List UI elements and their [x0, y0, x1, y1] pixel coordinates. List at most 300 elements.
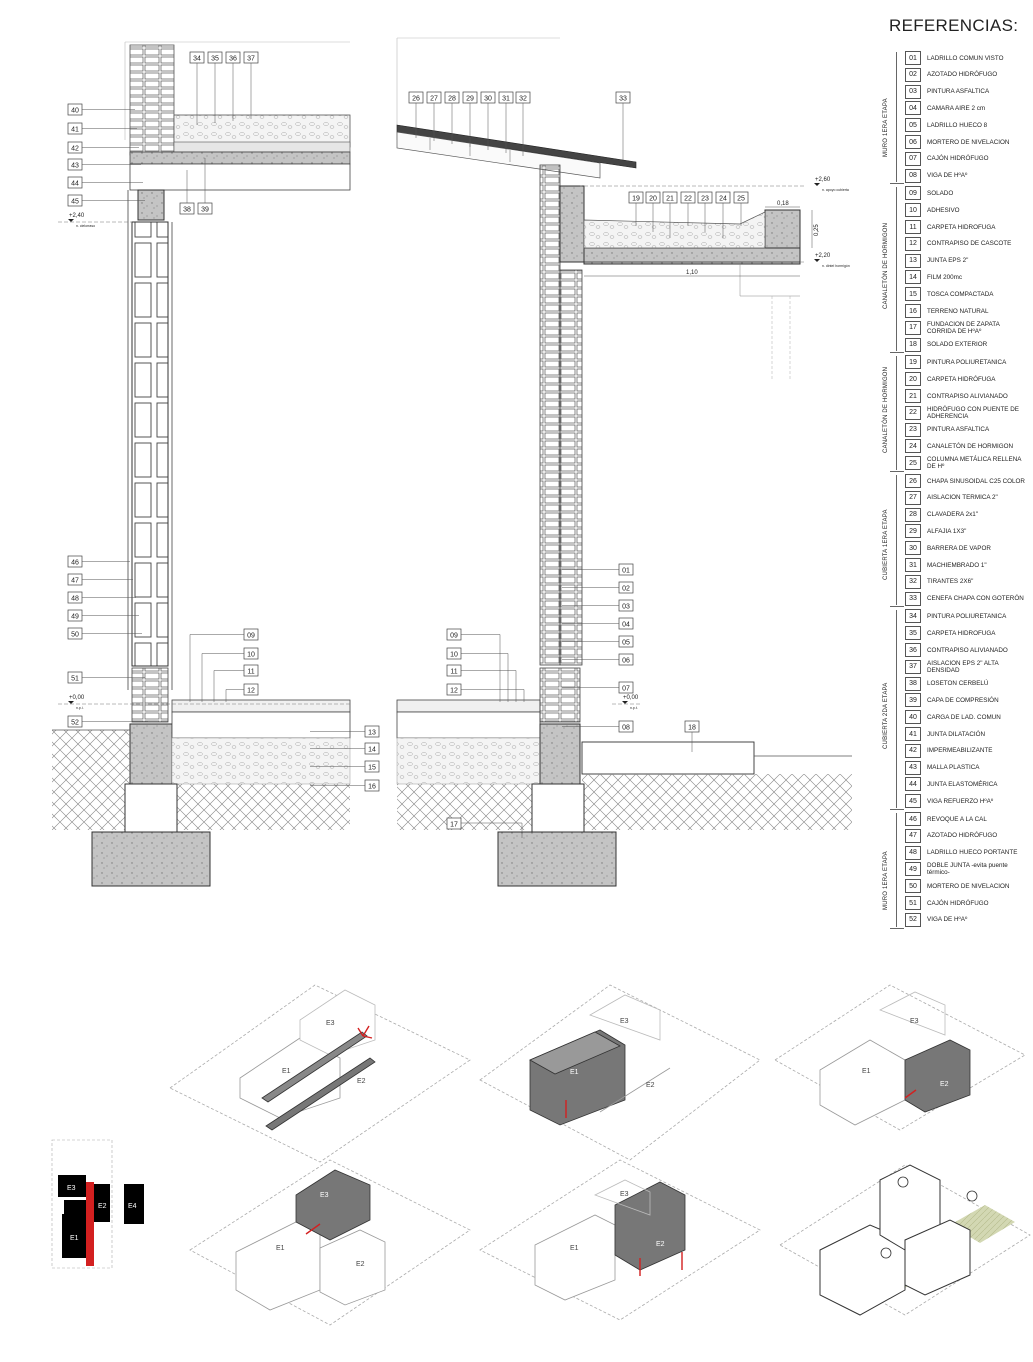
callout-34 [190, 52, 204, 125]
callout-number: 14 [368, 746, 376, 754]
callout-35 [208, 52, 222, 123]
reference-label: VIGA DE HºAº [927, 172, 968, 180]
callout-number: 06 [622, 657, 630, 665]
callout-37 [244, 52, 258, 119]
reference-label: CENEFA CHAPA CON GOTERÓN [927, 595, 1024, 603]
callout-number: 28 [448, 95, 456, 103]
callout-number: 32 [519, 95, 527, 103]
reference-item-48 [905, 845, 1027, 861]
callout-number: 37 [247, 55, 255, 63]
reference-item-26 [905, 473, 1027, 489]
callout-number: 34 [193, 55, 201, 63]
plan-key-label-e3: E3 [67, 1185, 76, 1192]
axo-label-e1: E1 [570, 1245, 579, 1252]
callout-25 [734, 192, 748, 226]
callout-15 [310, 761, 379, 772]
callout-13 [310, 726, 379, 737]
callout-39 [198, 158, 212, 214]
callout-number: 29 [466, 95, 474, 103]
reference-item-33 [905, 591, 1027, 607]
reference-number: 17 [905, 321, 921, 335]
callout-number: 51 [71, 675, 79, 683]
reference-number: 35 [905, 626, 921, 640]
reference-label: CONTRAPISO ALIVIANADO [927, 392, 1008, 400]
reference-label: AZOTADO HIDRÓFUGO [927, 832, 998, 840]
callout-number: 15 [368, 764, 376, 772]
reference-label: CLAVADERA 2x1" [927, 511, 978, 519]
reference-item-28 [905, 507, 1027, 523]
callout-number: 30 [484, 95, 492, 103]
level-value: +2,40 [69, 213, 85, 219]
reference-label: AZOTADO HIDRÓFUGO [927, 71, 998, 79]
reference-item-41 [905, 726, 1027, 742]
callout-number: 17 [450, 821, 458, 829]
callout-05 [562, 636, 633, 647]
callout-50 [68, 628, 142, 639]
reference-group-divider [890, 606, 904, 607]
reference-item-15 [905, 286, 1027, 302]
reference-label: VIGA DE HºAº [927, 916, 968, 924]
reference-item-35 [905, 625, 1027, 641]
callout-number: 11 [247, 668, 255, 676]
callout-number: 07 [622, 685, 630, 693]
callout-42 [68, 142, 139, 153]
callout-29 [463, 92, 477, 147]
reference-item-21 [905, 388, 1027, 404]
callout-38 [180, 170, 194, 214]
level-marker [800, 253, 850, 268]
callout-number: 10 [450, 651, 458, 659]
reference-group-label: CUBIERTA 1ERA ETAPA [883, 509, 889, 581]
reference-item-12 [905, 236, 1027, 252]
reference-label: CARPETA HIDRÓFUGA [927, 375, 996, 383]
reference-label: MORTERO DE NIVELACION [927, 138, 1010, 146]
reference-label: LADRILLO HUECO PORTANTE [927, 849, 1018, 857]
reference-group-bracket [896, 610, 897, 808]
reference-item-01 [905, 50, 1027, 66]
reference-number: 06 [905, 135, 921, 149]
level-marker [58, 213, 132, 228]
reference-item-20 [905, 371, 1027, 387]
reference-label: AISLACION TERMICA 2" [927, 494, 998, 502]
reference-label: MACHIEMBRADO 1" [927, 561, 987, 569]
reference-number: 43 [905, 761, 921, 775]
callout-12 [226, 684, 258, 702]
reference-number: 12 [905, 237, 921, 251]
axo-label-e1: E1 [276, 1245, 285, 1252]
reference-label: CONTRAPISO DE CASCOTE [927, 240, 1012, 248]
reference-item-42 [905, 743, 1027, 759]
reference-item-22 [905, 405, 1027, 421]
reference-number: 04 [905, 101, 921, 115]
reference-item-46 [905, 811, 1027, 827]
axo-label-e3: E3 [326, 1020, 335, 1027]
reference-label: CHAPA SINUSOIDAL C25 COLOR [927, 477, 1025, 485]
reference-number: 25 [905, 456, 921, 470]
axo-label-e2: E2 [646, 1082, 655, 1089]
level-note: n. dintel hormigón [822, 264, 850, 268]
reference-label: COLUMNA METÁLICA RELLENA DE Hº [927, 456, 1022, 471]
reference-group-label: CANALETÓN DE HORMIGON [883, 223, 889, 310]
reference-item-23 [905, 422, 1027, 438]
reference-item-13 [905, 253, 1027, 269]
reference-number: 41 [905, 727, 921, 741]
references-title: REFERENCIAS: [889, 16, 1019, 35]
reference-group-label: MURO 1ERA ETAPA [883, 98, 889, 158]
reference-group-label: CUBIERTA 2DA ETAPA [883, 682, 889, 750]
callout-number: 35 [211, 55, 219, 63]
reference-item-03 [905, 84, 1027, 100]
callout-44 [68, 177, 143, 188]
reference-label: CARGA DE LAD. COMUN [927, 713, 1001, 721]
reference-number: 51 [905, 896, 921, 910]
callout-19 [629, 192, 643, 226]
reference-number: 16 [905, 304, 921, 318]
reference-number: 08 [905, 169, 921, 183]
reference-group-divider [890, 809, 904, 810]
reference-number: 05 [905, 118, 921, 132]
callout-43 [68, 159, 141, 170]
reference-label: PINTURA ASFALTICA [927, 88, 990, 96]
reference-label: SOLADO [927, 189, 954, 197]
reference-label: CAJÓN HIDRÓFUGO [927, 899, 989, 907]
reference-item-51 [905, 895, 1027, 911]
callout-16 [310, 780, 379, 791]
reference-item-02 [905, 67, 1027, 83]
callout-47 [68, 574, 133, 585]
callout-14 [310, 743, 379, 754]
callout-28 [445, 92, 459, 144]
callout-27 [427, 92, 441, 141]
callout-number: 19 [632, 195, 640, 203]
callout-number: 11 [450, 668, 458, 676]
reference-number: 44 [905, 777, 921, 791]
reference-label: AISLACION EPS 2" ALTA DENSIDAD [927, 659, 999, 674]
reference-item-43 [905, 760, 1027, 776]
reference-number: 32 [905, 575, 921, 589]
callout-22 [681, 192, 695, 226]
plan-key-label-e4: E4 [128, 1203, 137, 1210]
callout-11 [447, 665, 516, 702]
reference-label: JUNTA ELASTOMÉRICA [927, 780, 998, 788]
reference-item-04 [905, 100, 1027, 116]
reference-number: 34 [905, 609, 921, 623]
level-marker [580, 177, 849, 192]
reference-number: 45 [905, 794, 921, 808]
reference-label: IMPERMEABILIZANTE [927, 747, 993, 755]
callout-number: 33 [619, 95, 627, 103]
callout-07 [562, 682, 633, 693]
reference-number: 46 [905, 812, 921, 826]
level-value: +0,00 [623, 695, 639, 701]
reference-item-16 [905, 303, 1027, 319]
callout-number: 08 [622, 724, 630, 732]
reference-label: PINTURA POLIURETANICA [927, 358, 1007, 366]
level-value: +2,20 [815, 253, 831, 259]
callout-number: 39 [201, 206, 209, 214]
reference-item-39 [905, 692, 1027, 708]
level-note: n. apoyo cubierta [822, 188, 849, 192]
dimension-value: 1,10 [686, 270, 698, 276]
reference-number: 47 [905, 829, 921, 843]
callout-03 [562, 600, 633, 611]
reference-number: 31 [905, 558, 921, 572]
axo-label-e2: E2 [357, 1078, 366, 1085]
callout-number: 04 [622, 621, 630, 629]
callout-06 [562, 654, 633, 665]
reference-number: 14 [905, 270, 921, 284]
reference-label: MALLA PLASTICA [927, 764, 980, 772]
callout-18 [685, 721, 699, 752]
reference-item-18 [905, 337, 1027, 353]
reference-label: CONTRAPISO ALIVIANADO [927, 646, 1008, 654]
level-value: +2,60 [815, 177, 831, 183]
reference-label: VIGA REFUERZO HºAº [927, 797, 994, 805]
reference-number: 30 [905, 541, 921, 555]
callout-26 [409, 92, 423, 138]
callout-number: 40 [71, 107, 79, 115]
reference-item-08 [905, 168, 1027, 184]
reference-item-45 [905, 793, 1027, 809]
callout-number: 09 [450, 632, 458, 640]
reference-number: 40 [905, 710, 921, 724]
callout-31 [499, 92, 513, 153]
reference-label: CAPA DE COMPRESIÓN [927, 696, 999, 704]
callout-04 [562, 618, 633, 629]
callout-number: 44 [71, 180, 79, 188]
reference-item-44 [905, 776, 1027, 792]
reference-group-divider [890, 352, 904, 353]
reference-label: FILM 200mc [927, 273, 962, 281]
axo-label-e3: E3 [620, 1018, 629, 1025]
reference-label: CAMARA AIRE 2 cm [927, 104, 986, 112]
reference-label: TERRENO NATURAL [927, 307, 989, 315]
reference-item-19 [905, 354, 1027, 370]
reference-label: ADHESIVO [927, 206, 960, 214]
axo-label-e2: E2 [940, 1081, 949, 1088]
reference-group-bracket [896, 356, 897, 470]
callout-08 [562, 721, 633, 732]
dimension-value: 0,25 [814, 224, 820, 236]
reference-number: 07 [905, 152, 921, 166]
callout-11 [214, 665, 258, 702]
callout-number: 10 [247, 651, 255, 659]
reference-item-24 [905, 438, 1027, 454]
callout-number: 49 [71, 613, 79, 621]
reference-item-31 [905, 557, 1027, 573]
callout-number: 05 [622, 639, 630, 647]
reference-group-bracket [896, 52, 897, 182]
reference-number: 03 [905, 85, 921, 99]
reference-label: JUNTA EPS 2" [927, 257, 969, 265]
reference-label: HIDRÓFUGO CON PUENTE DE ADHERENCIA [927, 405, 1020, 420]
reference-label: JUNTA DILATACIÓN [927, 730, 986, 738]
reference-item-06 [905, 134, 1027, 150]
reference-label: PINTURA POLIURETANICA [927, 612, 1007, 620]
callout-number: 26 [412, 95, 420, 103]
reference-number: 09 [905, 186, 921, 200]
reference-item-05 [905, 117, 1027, 133]
callout-number: 36 [229, 55, 237, 63]
callout-48 [68, 592, 136, 603]
callout-number: 47 [71, 577, 79, 585]
reference-label: MORTERO DE NIVELACION [927, 882, 1010, 890]
axo-label-e2: E2 [356, 1261, 365, 1268]
reference-item-34 [905, 608, 1027, 624]
reference-item-40 [905, 709, 1027, 725]
callout-number: 01 [622, 567, 630, 575]
reference-number: 26 [905, 474, 921, 488]
reference-number: 52 [905, 913, 921, 927]
reference-number: 39 [905, 693, 921, 707]
callout-number: 25 [737, 195, 745, 203]
reference-group-divider [890, 471, 904, 472]
callout-20 [646, 192, 660, 232]
reference-group-bracket [896, 475, 897, 605]
axo-label-e3: E3 [320, 1192, 329, 1199]
level-note: n.p.t. [630, 706, 638, 710]
callout-number: 12 [247, 687, 255, 695]
reference-number: 28 [905, 508, 921, 522]
reference-number: 21 [905, 389, 921, 403]
reference-item-17 [905, 320, 1027, 336]
callout-45 [68, 195, 145, 206]
callout-49 [68, 610, 139, 621]
reference-item-10 [905, 202, 1027, 218]
reference-number: 42 [905, 744, 921, 758]
level-marker [612, 695, 640, 710]
reference-number: 48 [905, 846, 921, 860]
reference-label: SOLADO EXTERIOR [927, 341, 988, 349]
reference-group-label: CANALETÓN DE HORMIGON [883, 366, 889, 454]
reference-label: BARRERA DE VAPOR [927, 544, 991, 552]
callout-number: 52 [71, 719, 79, 727]
reference-item-49 [905, 861, 1027, 877]
callout-number: 43 [71, 162, 79, 170]
axo-label-e1: E1 [862, 1068, 871, 1075]
reference-number: 19 [905, 355, 921, 369]
reference-item-29 [905, 523, 1027, 539]
reference-number: 36 [905, 643, 921, 657]
callout-24 [716, 192, 730, 238]
reference-label: CAJÓN HIDRÓFUGO [927, 155, 989, 163]
reference-group-bracket [896, 187, 897, 351]
plan-key-label-e1: E1 [70, 1235, 79, 1242]
reference-label: CARPETA HIDROFUGA [927, 629, 996, 637]
reference-group-divider [890, 928, 904, 929]
reference-label: LOSETON CERBELÚ [927, 680, 989, 688]
reference-number: 23 [905, 423, 921, 437]
reference-label: TIRANTES 2X6" [927, 578, 974, 586]
callout-21 [663, 192, 677, 238]
callout-number: 42 [71, 145, 79, 153]
axo-label-e1: E1 [282, 1068, 291, 1075]
reference-number: 33 [905, 592, 921, 606]
callout-number: 20 [649, 195, 657, 203]
reference-number: 11 [905, 220, 921, 234]
reference-number: 29 [905, 524, 921, 538]
reference-item-37 [905, 659, 1027, 675]
reference-label: LADRILLO COMUN VISTO [927, 54, 1004, 62]
callout-number: 02 [622, 585, 630, 593]
callout-number: 09 [247, 632, 255, 640]
axo-label-e3: E3 [910, 1018, 919, 1025]
reference-group-divider [890, 183, 904, 184]
callout-number: 27 [430, 95, 438, 103]
callout-number: 24 [719, 195, 727, 203]
axo-label-e2: E2 [656, 1241, 665, 1248]
level-marker [58, 695, 350, 710]
callout-32 [516, 92, 530, 156]
reference-item-47 [905, 828, 1027, 844]
callout-12 [447, 684, 524, 702]
reference-number: 18 [905, 338, 921, 352]
reference-number: 15 [905, 287, 921, 301]
callout-number: 13 [368, 729, 376, 737]
reference-item-14 [905, 269, 1027, 285]
callout-number: 46 [71, 559, 79, 567]
plan-key-label-e2: E2 [98, 1203, 107, 1210]
callout-02 [562, 582, 633, 593]
callout-52 [68, 716, 148, 727]
callout-number: 48 [71, 595, 79, 603]
callout-46 [68, 556, 130, 567]
reference-label: CANALETÓN DE HORMIGON [927, 442, 1014, 450]
callout-number: 22 [684, 195, 692, 203]
callout-41 [68, 123, 137, 134]
callout-number: 41 [71, 126, 79, 134]
reference-number: 37 [905, 660, 921, 674]
reference-label: LADRILLO HUECO 8 [927, 121, 988, 129]
reference-number: 49 [905, 862, 921, 876]
reference-item-50 [905, 878, 1027, 894]
reference-item-11 [905, 219, 1027, 235]
callout-number: 21 [666, 195, 674, 203]
callout-number: 50 [71, 631, 79, 639]
reference-label: ALFAJIA 1X3" [927, 527, 967, 535]
reference-number: 13 [905, 254, 921, 268]
reference-item-25 [905, 455, 1027, 471]
reference-group-label: MURO 1ERA ETAPA [883, 851, 889, 910]
reference-number: 27 [905, 491, 921, 505]
reference-number: 50 [905, 879, 921, 893]
reference-item-36 [905, 642, 1027, 658]
reference-label: CARPETA HIDROFUGA [927, 223, 996, 231]
callout-number: 03 [622, 603, 630, 611]
callout-36 [226, 52, 240, 121]
dimension-value: 0,18 [777, 201, 789, 207]
axo-label-e3: E3 [620, 1191, 629, 1198]
reference-number: 01 [905, 51, 921, 65]
reference-number: 10 [905, 203, 921, 217]
level-value: +0,00 [69, 695, 85, 701]
callout-30 [481, 92, 495, 150]
callout-number: 38 [183, 206, 191, 214]
reference-label: PINTURA ASFALTICA [927, 426, 990, 434]
axo-label-e1: E1 [570, 1069, 579, 1076]
callout-number: 45 [71, 198, 79, 206]
reference-item-09 [905, 185, 1027, 201]
reference-item-38 [905, 676, 1027, 692]
callout-number: 12 [450, 687, 458, 695]
reference-number: 22 [905, 406, 921, 420]
callout-23 [698, 192, 712, 232]
reference-item-52 [905, 912, 1027, 928]
reference-label: DOBLE JUNTA -evita puente térmico- [927, 862, 1008, 877]
callout-number: 16 [368, 783, 376, 791]
callout-33 [616, 92, 630, 160]
reference-label: FUNDACION DE ZAPATA CORRIDA DE HºAº [927, 320, 1000, 335]
